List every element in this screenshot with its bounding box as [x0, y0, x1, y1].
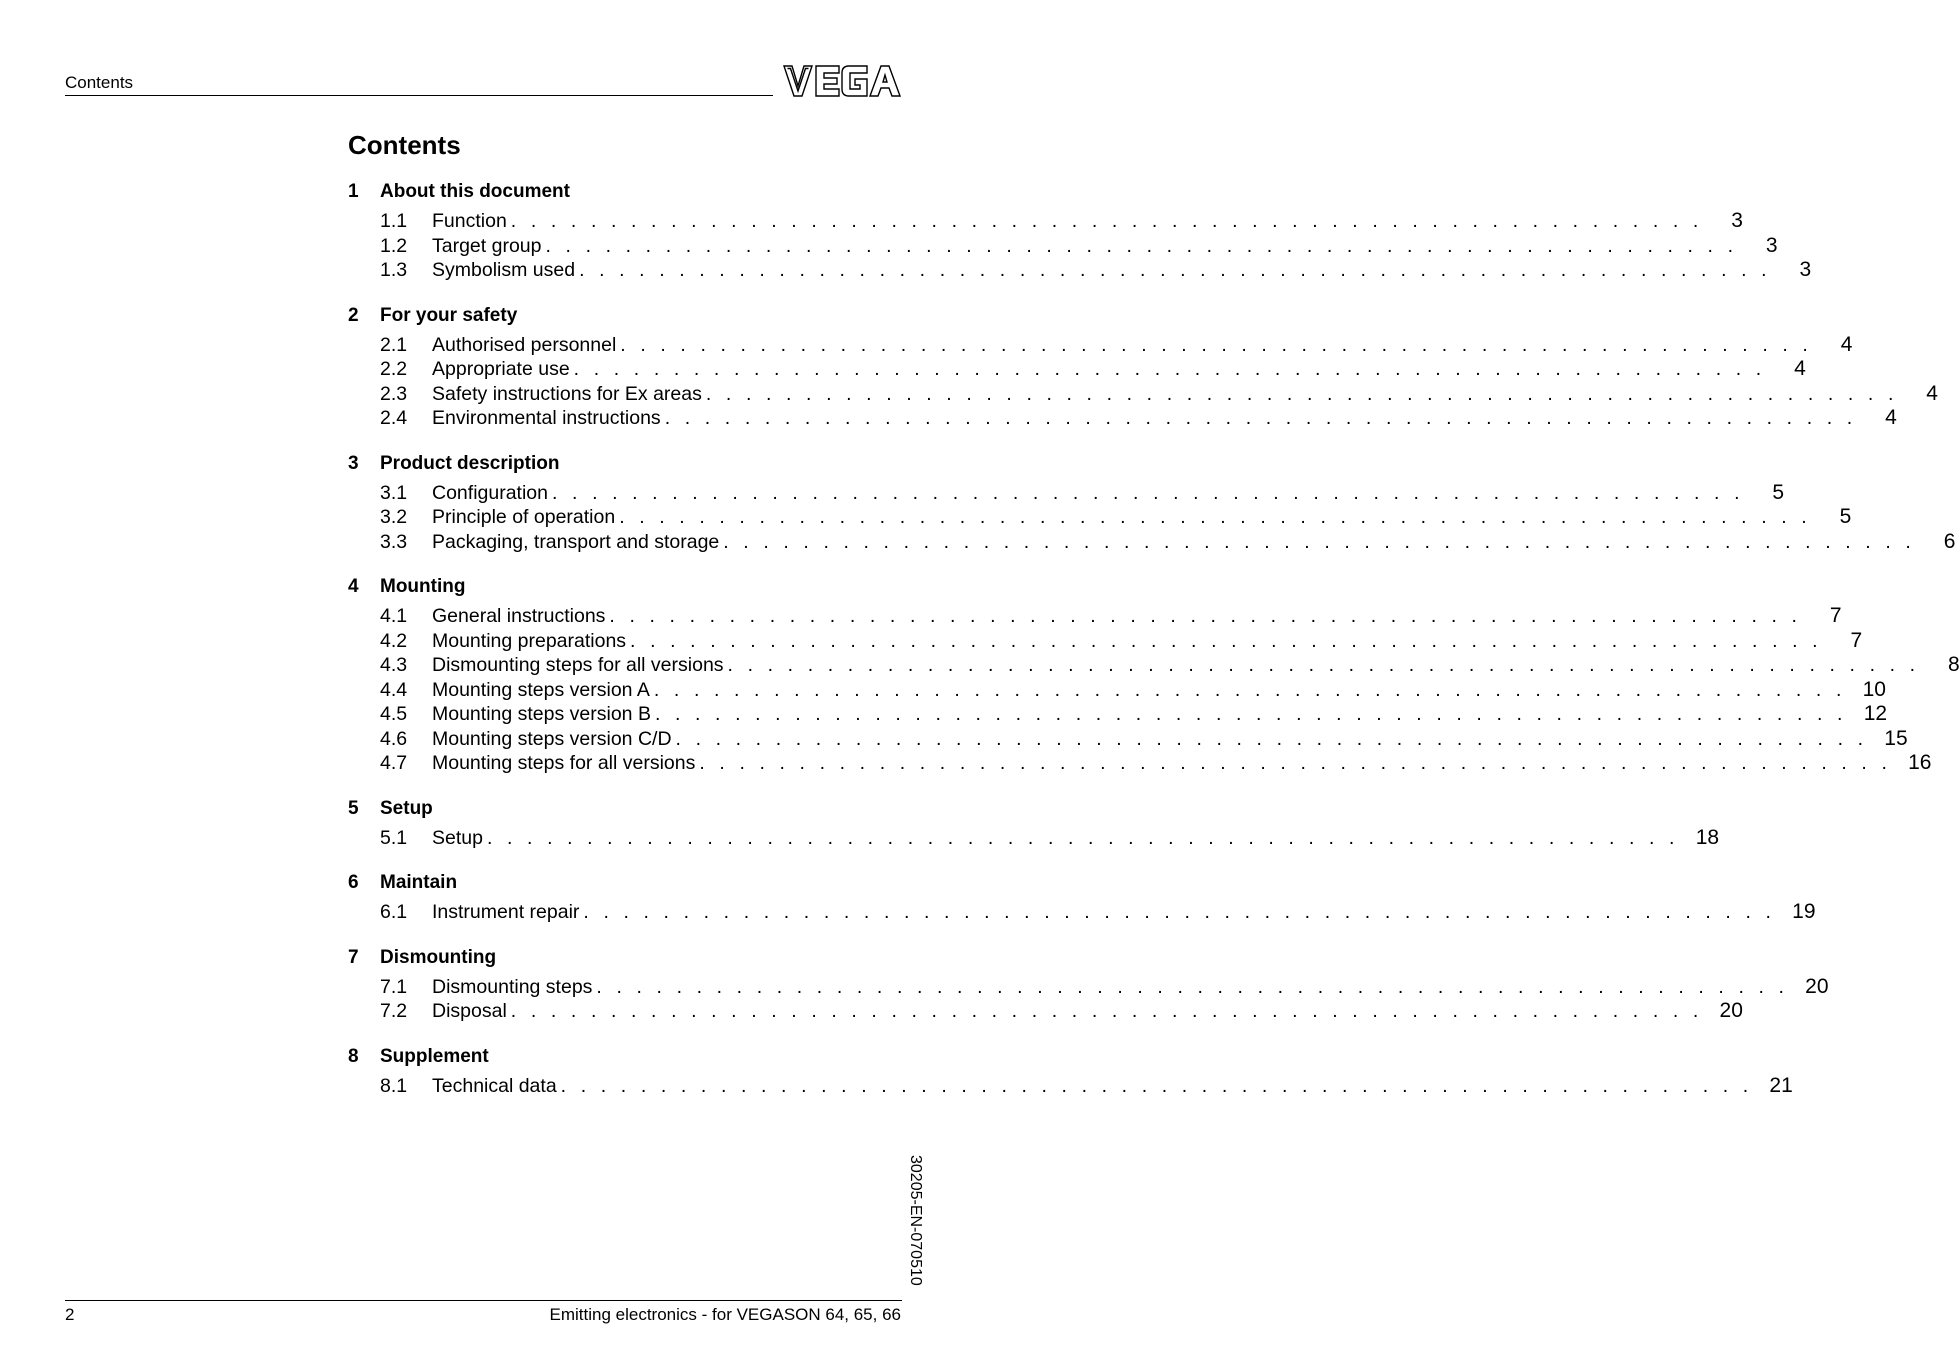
- toc-section: [348, 869, 1816, 925]
- header-label: Contents: [65, 73, 134, 92]
- entry-page-number: 18: [1695, 825, 1720, 849]
- header-rule: [65, 95, 773, 96]
- toc-section-heading[interactable]: [348, 302, 902, 330]
- entry-number: 5.1: [380, 826, 408, 849]
- entry-number: 7.1: [380, 975, 408, 998]
- entry-number: 8.1: [380, 1074, 408, 1097]
- entry-title: Setup: [432, 826, 483, 849]
- entry-number: 4.4: [380, 678, 408, 701]
- toc-section: [348, 450, 1956, 555]
- dot-leader: . . . . . . . . . . . . . . . . . . . . . . . . . . . . . . . . . . . . . . . . . . . . . . . . . . . . . . . . . . . .: [486, 826, 1680, 849]
- entry-page-number: 21: [1769, 1073, 1793, 1097]
- entry-number: 4.2: [380, 629, 408, 652]
- toc-section-heading[interactable]: [348, 795, 902, 823]
- entry-title: Symbolism used: [432, 259, 576, 281]
- section-title: Dismounting: [380, 946, 497, 968]
- section-number: 1: [348, 181, 359, 202]
- toc-entry[interactable]: [348, 1073, 1793, 1099]
- toc-entry[interactable]: [348, 480, 1785, 506]
- entry-title: Appropriate use: [432, 358, 570, 380]
- toc-entry[interactable]: [348, 628, 1863, 654]
- dot-leader: . . . . . . . . . . . . . . . . . . . . . . . . . . . . . . . . . . . . . . . . . . . . . . . . . . . . . . . . . . . .: [560, 1074, 1753, 1097]
- entry-title: Authorised personnel: [432, 333, 617, 356]
- toc-entry[interactable]: [348, 677, 1886, 703]
- entry-page-number: 4: [1840, 332, 1853, 356]
- page-title: Contents: [348, 130, 461, 160]
- dot-leader: . . . . . . . . . . . . . . . . . . . . . . . . . . . . . . . . . . . . . . . . . . . . . . . . . . . . . . . . . . . .: [545, 234, 1738, 257]
- entry-title: Target group: [432, 234, 542, 257]
- dot-leader: . . . . . . . . . . . . . . . . . . . . . . . . . . . . . . . . . . . . . . . . . . . . . . . . . . . . . . . . . . . .: [620, 333, 1813, 356]
- toc-entry[interactable]: [348, 900, 1816, 925]
- toc-entry[interactable]: [348, 505, 1852, 530]
- entry-page-number: 19: [1792, 900, 1816, 923]
- toc-entry[interactable]: [348, 604, 1842, 629]
- document-code: 30205-EN-070510: [907, 1155, 924, 1286]
- entry-page-number: 20: [1805, 974, 1829, 998]
- dot-leader: . . . . . . . . . . . . . . . . . . . . . . . . . . . . . . . . . . . . . . . . . . . . . . . . . . . . . . . . . . . .: [552, 481, 1745, 504]
- toc-section: [348, 573, 1960, 776]
- toc-entry[interactable]: [348, 406, 1897, 431]
- entry-page-number: 4: [1794, 357, 1806, 380]
- footer-rule: [65, 1300, 902, 1301]
- entry-number: 1.3: [380, 259, 408, 281]
- entry-page-number: 5: [1839, 505, 1852, 528]
- dot-leader: . . . . . . . . . . . . . . . . . . . . . . . . . . . . . . . . . . . . . . . . . . . . . . . . . . . . . . . . . . . .: [664, 407, 1857, 429]
- dot-leader: . . . . . . . . . . . . . . . . . . . . . . . . . . . . . . . . . . . . . . . . . . . . . . . . . . . . . . . . . . . .: [723, 530, 1916, 553]
- section-number: 6: [348, 872, 359, 893]
- table-of-contents: [348, 178, 1960, 1117]
- entry-title: Function: [432, 210, 507, 232]
- entry-page-number: 10: [1862, 677, 1886, 701]
- section-number: 7: [348, 946, 359, 968]
- section-title: Product description: [380, 452, 560, 474]
- entry-number: 4.1: [380, 605, 408, 627]
- toc-entry-list: [348, 480, 1956, 555]
- entry-page-number: 12: [1863, 702, 1888, 725]
- toc-entry[interactable]: [348, 974, 1829, 1000]
- toc-entry-list: [348, 825, 1720, 851]
- toc-section-heading[interactable]: [348, 944, 902, 972]
- entry-number: 3.3: [380, 530, 408, 553]
- section-number: 3: [348, 452, 359, 474]
- entry-number: 7.2: [380, 1000, 408, 1022]
- entry-number: 4.6: [380, 727, 408, 750]
- section-title: For your safety: [380, 304, 518, 326]
- entry-page-number: 3: [1731, 209, 1743, 232]
- toc-entry[interactable]: [348, 233, 1778, 259]
- entry-number: 4.3: [380, 654, 408, 676]
- section-title: About this document: [380, 181, 570, 202]
- toc-entry-list: [348, 900, 1816, 925]
- entry-title: Dismounting steps: [432, 975, 593, 998]
- entry-number: 3.2: [380, 506, 408, 528]
- section-number: 8: [348, 1045, 359, 1067]
- toc-section-heading[interactable]: [348, 178, 902, 206]
- dot-leader: . . . . . . . . . . . . . . . . . . . . . . . . . . . . . . . . . . . . . . . . . . . . . . . . . . . . . . . . . . . .: [619, 506, 1812, 528]
- entry-page-number: 20: [1719, 999, 1743, 1022]
- entry-page-number: 6: [1943, 529, 1956, 553]
- entry-title: Safety instructions for Ex areas: [432, 382, 702, 405]
- dot-leader: . . . . . . . . . . . . . . . . . . . . . . . . . . . . . . . . . . . . . . . . . . . . . . . . . . . . . . . . . . . .: [653, 678, 1846, 701]
- section-title: Maintain: [380, 872, 458, 893]
- entry-page-number: 15: [1884, 726, 1908, 750]
- toc-entry-list: [348, 332, 1938, 431]
- entry-title: Disposal: [432, 1000, 507, 1022]
- section-number: 2: [348, 304, 359, 326]
- toc-entry[interactable]: [348, 751, 1932, 776]
- entry-page-number: 7: [1850, 628, 1863, 652]
- dot-leader: . . . . . . . . . . . . . . . . . . . . . . . . . . . . . . . . . . . . . . . . . . . . . . . . . . . . . . . . . . . .: [705, 382, 1898, 405]
- dot-leader: . . . . . . . . . . . . . . . . . . . . . . . . . . . . . . . . . . . . . . . . . . . . . . . . . . . . . . . . . . . .: [699, 752, 1892, 774]
- entry-page-number: 3: [1799, 258, 1812, 281]
- entry-title: Mounting steps version B: [432, 703, 651, 725]
- toc-entry-list: [348, 604, 1960, 776]
- section-title: Mounting: [380, 576, 466, 597]
- entry-number: 1.1: [380, 210, 408, 232]
- entry-page-number: 4: [1885, 406, 1897, 429]
- entry-title: Dismounting steps for all versions: [432, 654, 724, 676]
- dot-leader: . . . . . . . . . . . . . . . . . . . . . . . . . . . . . . . . . . . . . . . . . . . . . . . . . . . . . . . . . . . .: [579, 259, 1772, 281]
- section-number: 5: [348, 797, 359, 819]
- toc-entry[interactable]: [348, 357, 1806, 382]
- toc-section-heading[interactable]: [348, 869, 902, 897]
- toc-entry-list: [348, 209, 1812, 283]
- entry-title: Instrument repair: [432, 901, 580, 923]
- toc-section: [348, 944, 1829, 1024]
- dot-leader: . . . . . . . . . . . . . . . . . . . . . . . . . . . . . . . . . . . . . . . . . . . . . . . . . . . . . . . . . . . .: [654, 703, 1848, 725]
- entry-number: 6.1: [380, 901, 408, 923]
- entry-title: Mounting steps version A: [432, 678, 650, 701]
- entry-title: Mounting steps version C/D: [432, 727, 672, 750]
- entry-title: Packaging, transport and storage: [432, 530, 720, 553]
- toc-entry[interactable]: [348, 702, 1888, 727]
- section-number: 4: [348, 576, 359, 597]
- toc-entry[interactable]: [348, 381, 1938, 407]
- footer-document-title: Emitting electronics - for VEGASON 64, 65, 66: [549, 1305, 901, 1324]
- toc-entry[interactable]: [348, 726, 1908, 752]
- toc-entry[interactable]: [348, 529, 1956, 555]
- entry-number: 4.5: [380, 703, 408, 725]
- entry-page-number: 8: [1947, 653, 1960, 676]
- entry-number: 3.1: [380, 481, 408, 504]
- toc-section: [348, 178, 1812, 283]
- dot-leader: . . . . . . . . . . . . . . . . . . . . . . . . . . . . . . . . . . . . . . . . . . . . . . . . . . . . . . . . . . . .: [609, 605, 1802, 627]
- entry-number: 2.2: [380, 358, 408, 380]
- toc-section: [348, 1043, 1793, 1099]
- entry-number: 2.1: [380, 333, 408, 356]
- entry-title: General instructions: [432, 605, 606, 627]
- footer-page-number: 2: [65, 1305, 75, 1324]
- entry-number: 4.7: [380, 752, 408, 774]
- toc-entry[interactable]: [348, 999, 1743, 1024]
- entry-page-number: 3: [1765, 233, 1778, 257]
- toc-entry[interactable]: [348, 825, 1720, 851]
- dot-leader: . . . . . . . . . . . . . . . . . . . . . . . . . . . . . . . . . . . . . . . . . . . . . . . . . . . . . . . . . . . .: [675, 727, 1868, 750]
- section-title: Supplement: [380, 1045, 489, 1067]
- dot-leader: . . . . . . . . . . . . . . . . . . . . . . . . . . . . . . . . . . . . . . . . . . . . . . . . . . . . . . . . . . . .: [596, 975, 1789, 998]
- entry-title: Configuration: [432, 481, 548, 504]
- dot-leader: . . . . . . . . . . . . . . . . . . . . . . . . . . . . . . . . . . . . . . . . . . . . . . . . . . . . . . . . . . . .: [583, 901, 1776, 923]
- toc-section-heading[interactable]: [348, 1043, 902, 1071]
- entry-page-number: 4: [1926, 381, 1938, 405]
- dot-leader: . . . . . . . . . . . . . . . . . . . . . . . . . . . . . . . . . . . . . . . . . . . . . . . . . . . . . . . . . . . .: [573, 358, 1766, 380]
- entry-title: Mounting steps for all versions: [432, 752, 696, 774]
- entry-title: Environmental instructions: [432, 407, 661, 429]
- entry-number: 2.4: [380, 407, 408, 429]
- section-title: Setup: [380, 797, 433, 819]
- toc-section: [348, 795, 1720, 851]
- entry-page-number: 5: [1772, 480, 1785, 504]
- vega-logo-graphic: [783, 64, 901, 98]
- toc-entry[interactable]: [348, 332, 1853, 358]
- toc-section: [348, 302, 1938, 431]
- dot-leader: . . . . . . . . . . . . . . . . . . . . . . . . . . . . . . . . . . . . . . . . . . . . . . . . . . . . . . . . . . . .: [510, 210, 1703, 232]
- toc-entry-list: [348, 974, 1829, 1024]
- entry-page-number: 16: [1908, 751, 1932, 774]
- toc-entry-list: [348, 1073, 1793, 1099]
- toc-section-heading[interactable]: [348, 450, 902, 478]
- toc-section-heading[interactable]: [348, 573, 902, 601]
- toc-entry[interactable]: [348, 653, 1960, 678]
- vega-logo: [783, 64, 901, 98]
- dot-leader: . . . . . . . . . . . . . . . . . . . . . . . . . . . . . . . . . . . . . . . . . . . . . . . . . . . . . . . . . . . .: [510, 1000, 1703, 1022]
- entry-title: Technical data: [432, 1074, 557, 1097]
- toc-entry[interactable]: [348, 209, 1743, 234]
- toc-entry[interactable]: [348, 258, 1812, 283]
- entry-number: 1.2: [380, 234, 408, 257]
- entry-title: Mounting preparations: [432, 629, 627, 652]
- dot-leader: . . . . . . . . . . . . . . . . . . . . . . . . . . . . . . . . . . . . . . . . . . . . . . . . . . . . . . . . . . . .: [630, 629, 1823, 652]
- dot-leader: . . . . . . . . . . . . . . . . . . . . . . . . . . . . . . . . . . . . . . . . . . . . . . . . . . . . . . . . . . . .: [727, 654, 1920, 676]
- entry-number: 2.3: [380, 382, 408, 405]
- entry-page-number: 7: [1829, 604, 1842, 627]
- entry-title: Principle of operation: [432, 506, 616, 528]
